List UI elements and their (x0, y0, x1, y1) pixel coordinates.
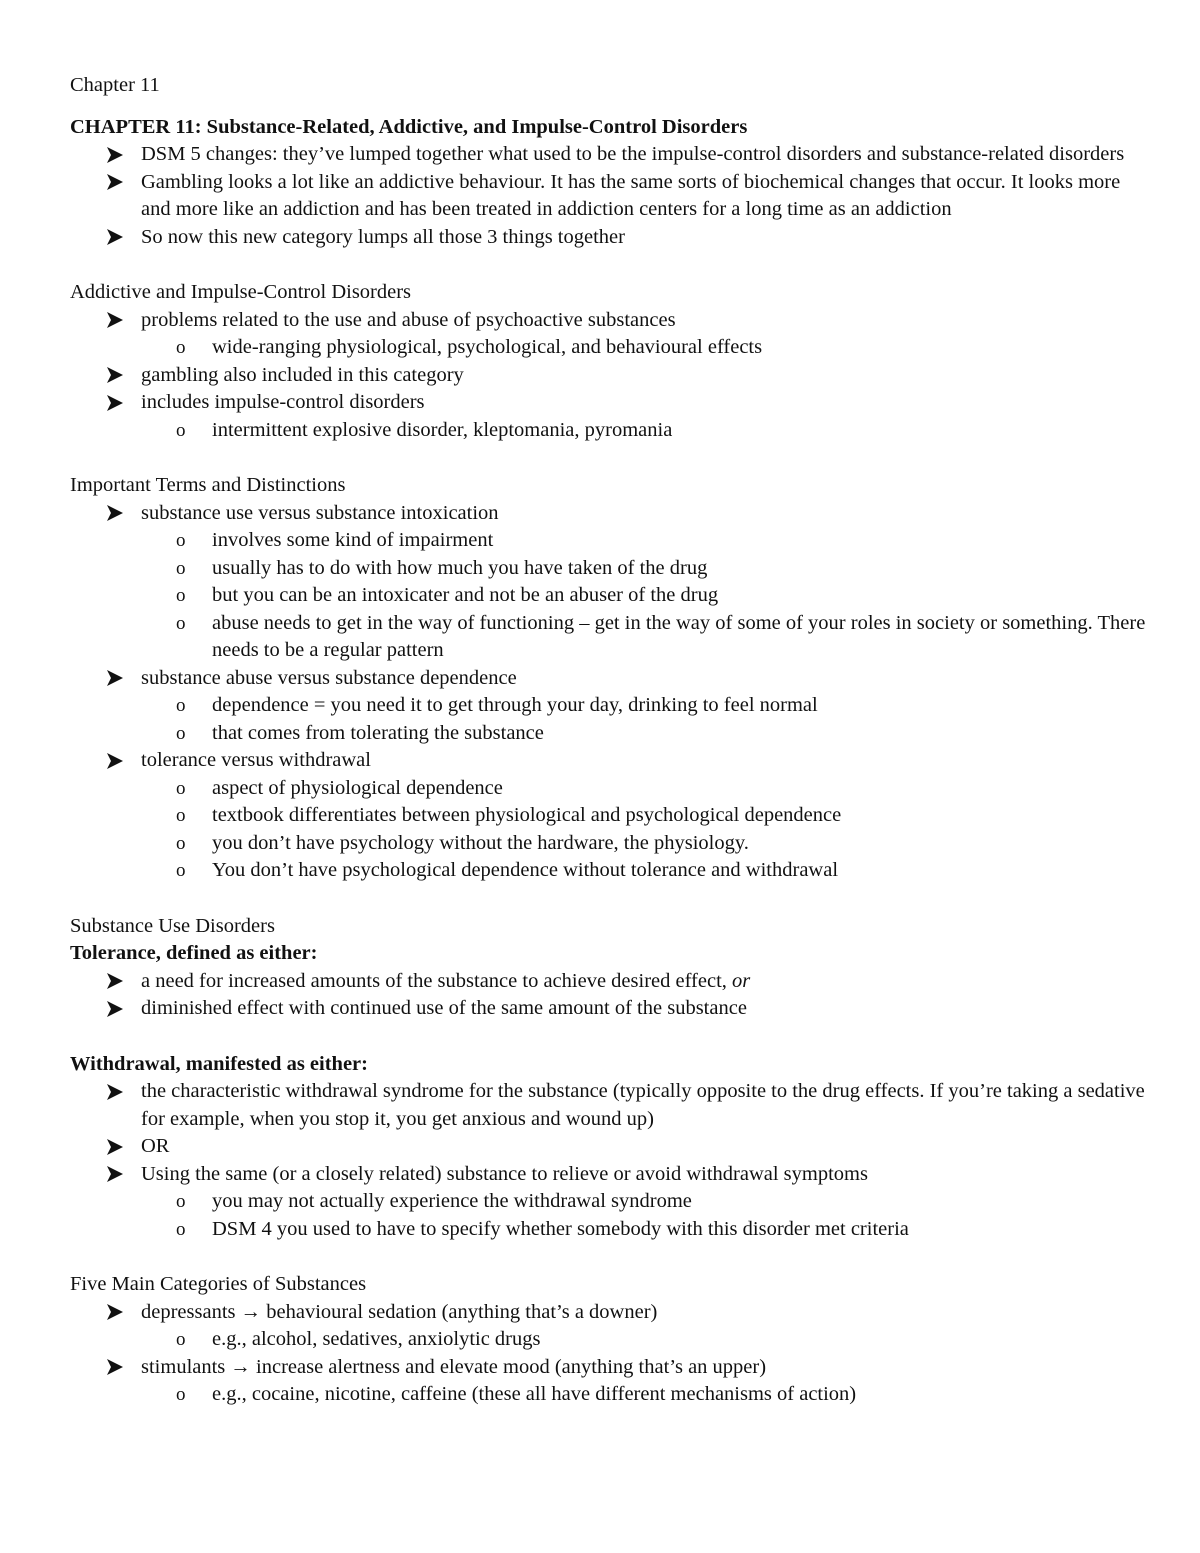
sub-bullet-item (70, 720, 1150, 748)
sub-bullet-text: DSM 4 you used to have to specify whether somebody with this disorder met criteria (212, 1217, 909, 1240)
bullet-text (141, 500, 1150, 528)
bullet-text (141, 141, 1150, 169)
bullet-text (141, 968, 1150, 996)
arrow-bullet-icon (106, 1133, 130, 1160)
section-gap (70, 444, 1150, 472)
section-heading: Withdrawal, manifested as either: (70, 1052, 368, 1075)
bullet-item (70, 224, 1150, 252)
bullet-text (141, 362, 1150, 390)
bullet-item (70, 389, 1150, 417)
bullet-item (70, 500, 1150, 528)
section-heading: Five Main Categories of Substances (70, 1273, 367, 1295)
sub-bullet-item (70, 1216, 1150, 1244)
circle-o-bullet: o (176, 585, 186, 606)
bullet-text-main: So now this new category lumps all those 3 things together (141, 225, 625, 248)
bullet-text-main: includes impulse-control disorders (141, 391, 425, 413)
bullet-item (70, 665, 1150, 693)
arrow-bullet-icon (106, 169, 130, 196)
circle-o-bullet: o (176, 805, 186, 826)
sub-bullet-text: involves some kind of impairment (212, 529, 494, 551)
document-body (70, 114, 1150, 1409)
bullet-text-main: depressants → behavioural sedation (anything that’s a downer) (141, 1300, 658, 1323)
bullet-text-main: Using the same (or a closely related) substance to relieve or avoid withdrawal symptoms (141, 1162, 868, 1185)
section-subheading: Tolerance, defined as either: (70, 942, 318, 964)
sub-bullet-item (70, 775, 1150, 803)
bullet-text-main: diminished effect with continued use of the same amount of the substance (141, 997, 747, 1019)
sub-bullet-text: you may not actually experience the withdrawal syndrome (212, 1190, 692, 1212)
arrow-bullet-icon (106, 1299, 130, 1326)
circle-o-bullet: o (176, 722, 186, 744)
sub-bullet-item (70, 857, 1150, 885)
arrow-bullet-icon (106, 141, 130, 168)
sub-bullet-text: aspect of physiological dependence (212, 776, 503, 799)
document-page (70, 72, 1150, 1409)
sub-bullet-text: dependence = you need it to get through your day, drinking to feel normal (212, 694, 818, 716)
bullet-text-main: substance use versus substance intoxication (141, 501, 499, 524)
arrow-bullet-icon (106, 1161, 130, 1188)
circle-o-bullet: o (176, 1218, 186, 1240)
sub-bullet-item (70, 802, 1150, 830)
sub-bullet-text: wide-ranging physiological, psychological, and behavioural effects (212, 336, 763, 358)
arrow-bullet-icon (106, 362, 130, 389)
sub-bullet-item (70, 830, 1150, 858)
bullet-text (141, 995, 1150, 1023)
sub-bullet-item (70, 334, 1150, 362)
arrow-bullet-icon (106, 747, 130, 774)
sub-bullet-text: You don’t have psychological dependence without tolerance and withdrawal (212, 859, 839, 881)
bullet-text-main: gambling also included in this category (141, 363, 464, 386)
bullet-text (141, 1299, 1150, 1327)
arrow-bullet-icon (106, 1354, 130, 1381)
sub-bullet-item (70, 1326, 1150, 1354)
sub-bullet-text: abuse needs to get in the way of functioning – get in the way of some of your roles in society or something. There needs to be a regular pattern (212, 611, 1146, 661)
sub-bullet-item (70, 692, 1150, 720)
bullet-item (70, 1354, 1150, 1382)
circle-o-bullet: o (176, 1191, 186, 1212)
circle-o-bullet: o (176, 1384, 186, 1405)
bullet-text (141, 747, 1150, 775)
bullet-item (70, 968, 1150, 996)
bullet-item (70, 1078, 1150, 1133)
section-heading: Important Terms and Distinctions (70, 474, 346, 496)
circle-o-bullet: o (176, 695, 186, 716)
section-heading: CHAPTER 11: Substance-Related, Addictive, and Impulse-Control Disorders (70, 115, 748, 138)
bullet-text (141, 169, 1150, 224)
sub-bullet-item (70, 555, 1150, 583)
bullet-item (70, 1161, 1150, 1189)
bullet-text-main: problems related to the use and abuse of psychoactive substances (141, 308, 676, 331)
sub-bullet-text: you don’t have psychology without the hardware, the physiology. (212, 831, 749, 854)
arrow-bullet-icon (106, 665, 130, 692)
arrow-bullet-icon (106, 995, 130, 1022)
sub-bullet-text: but you can be an intoxicater and not be an abuser of the drug (212, 584, 719, 606)
sub-bullet-item (70, 527, 1150, 555)
bullet-item (70, 995, 1150, 1023)
bullet-text-main: substance abuse versus substance dependence (141, 666, 517, 689)
bullet-text (141, 1078, 1150, 1133)
circle-o-bullet: o (176, 419, 186, 441)
bullet-text (141, 1161, 1150, 1189)
bullet-text-main: DSM 5 changes: they’ve lumped together what used to be the impulse-control disorders and substance-related disorders (141, 143, 1125, 165)
bullet-item (70, 307, 1150, 335)
bullet-text-main: OR (141, 1135, 170, 1157)
circle-o-bullet: o (176, 530, 186, 551)
section-gap (70, 251, 1150, 279)
bullet-text-main: a need for increased amounts of the substance to achieve desired effect, (141, 969, 727, 992)
arrow-bullet-icon (106, 224, 130, 251)
bullet-text-main: Gambling looks a lot like an addictive behaviour. It has the same sorts of biochemical changes that occur. It looks more and more like an addiction and has been treated in addiction centers for a long time as an addiction (141, 170, 1121, 220)
sub-bullet-item (70, 582, 1150, 610)
sub-bullet-text: e.g., cocaine, nicotine, caffeine (these all have different mechanisms of action) (212, 1383, 857, 1405)
sub-bullet-text: intermittent explosive disorder, kleptomania, pyromania (212, 418, 673, 441)
arrow-bullet-icon (106, 500, 130, 527)
arrow-bullet-icon (106, 307, 130, 334)
section-heading: Substance Use Disorders (70, 914, 275, 937)
bullet-item (70, 1299, 1150, 1327)
section-gap (70, 1023, 1150, 1051)
section-gap (70, 1243, 1150, 1271)
bullet-text (141, 307, 1150, 335)
arrow-bullet-icon (106, 968, 130, 995)
bullet-text (141, 224, 1150, 252)
section-heading: Addictive and Impulse-Control Disorders (70, 281, 412, 303)
bullet-text (141, 1133, 1150, 1161)
bullet-item (70, 1133, 1150, 1161)
bullet-text-main: stimulants → increase alertness and elevate mood (anything that’s an upper) (141, 1355, 767, 1378)
circle-o-bullet: o (176, 777, 186, 799)
bullet-item (70, 141, 1150, 169)
sub-bullet-text: usually has to do with how much you have taken of the drug (212, 556, 708, 579)
bullet-item (70, 169, 1150, 224)
bullet-text (141, 1354, 1150, 1382)
sub-bullet-item (70, 417, 1150, 445)
sub-bullet-item (70, 1188, 1150, 1216)
sub-bullet-text: e.g., alcohol, sedatives, anxiolytic drugs (212, 1328, 541, 1350)
bullet-item (70, 362, 1150, 390)
section-gap (70, 885, 1150, 913)
bullet-text (141, 665, 1150, 693)
circle-o-bullet: o (176, 557, 186, 579)
sub-bullet-item (70, 1381, 1150, 1409)
circle-o-bullet: o (176, 337, 186, 358)
bullet-italic-suffix: or (726, 969, 751, 992)
circle-o-bullet: o (176, 860, 186, 881)
bullet-text-main: tolerance versus withdrawal (141, 749, 371, 771)
circle-o-bullet: o (176, 1329, 186, 1350)
running-title: Chapter 11 (70, 74, 160, 96)
sub-bullet-text: textbook differentiates between physiological and psychological dependence (212, 804, 842, 826)
sub-bullet-text: that comes from tolerating the substance (212, 721, 544, 744)
sub-bullet-item (70, 610, 1150, 665)
bullet-item (70, 747, 1150, 775)
circle-o-bullet: o (176, 832, 186, 854)
bullet-text (141, 389, 1150, 417)
arrow-bullet-icon (106, 1078, 130, 1105)
arrow-bullet-icon (106, 389, 130, 416)
bullet-text-main: the characteristic withdrawal syndrome for the substance (typically opposite to the drug effects. If you’re taking a sedative for example, when you stop it, you get anxious and wound up) (141, 1080, 1145, 1130)
circle-o-bullet: o (176, 612, 186, 634)
